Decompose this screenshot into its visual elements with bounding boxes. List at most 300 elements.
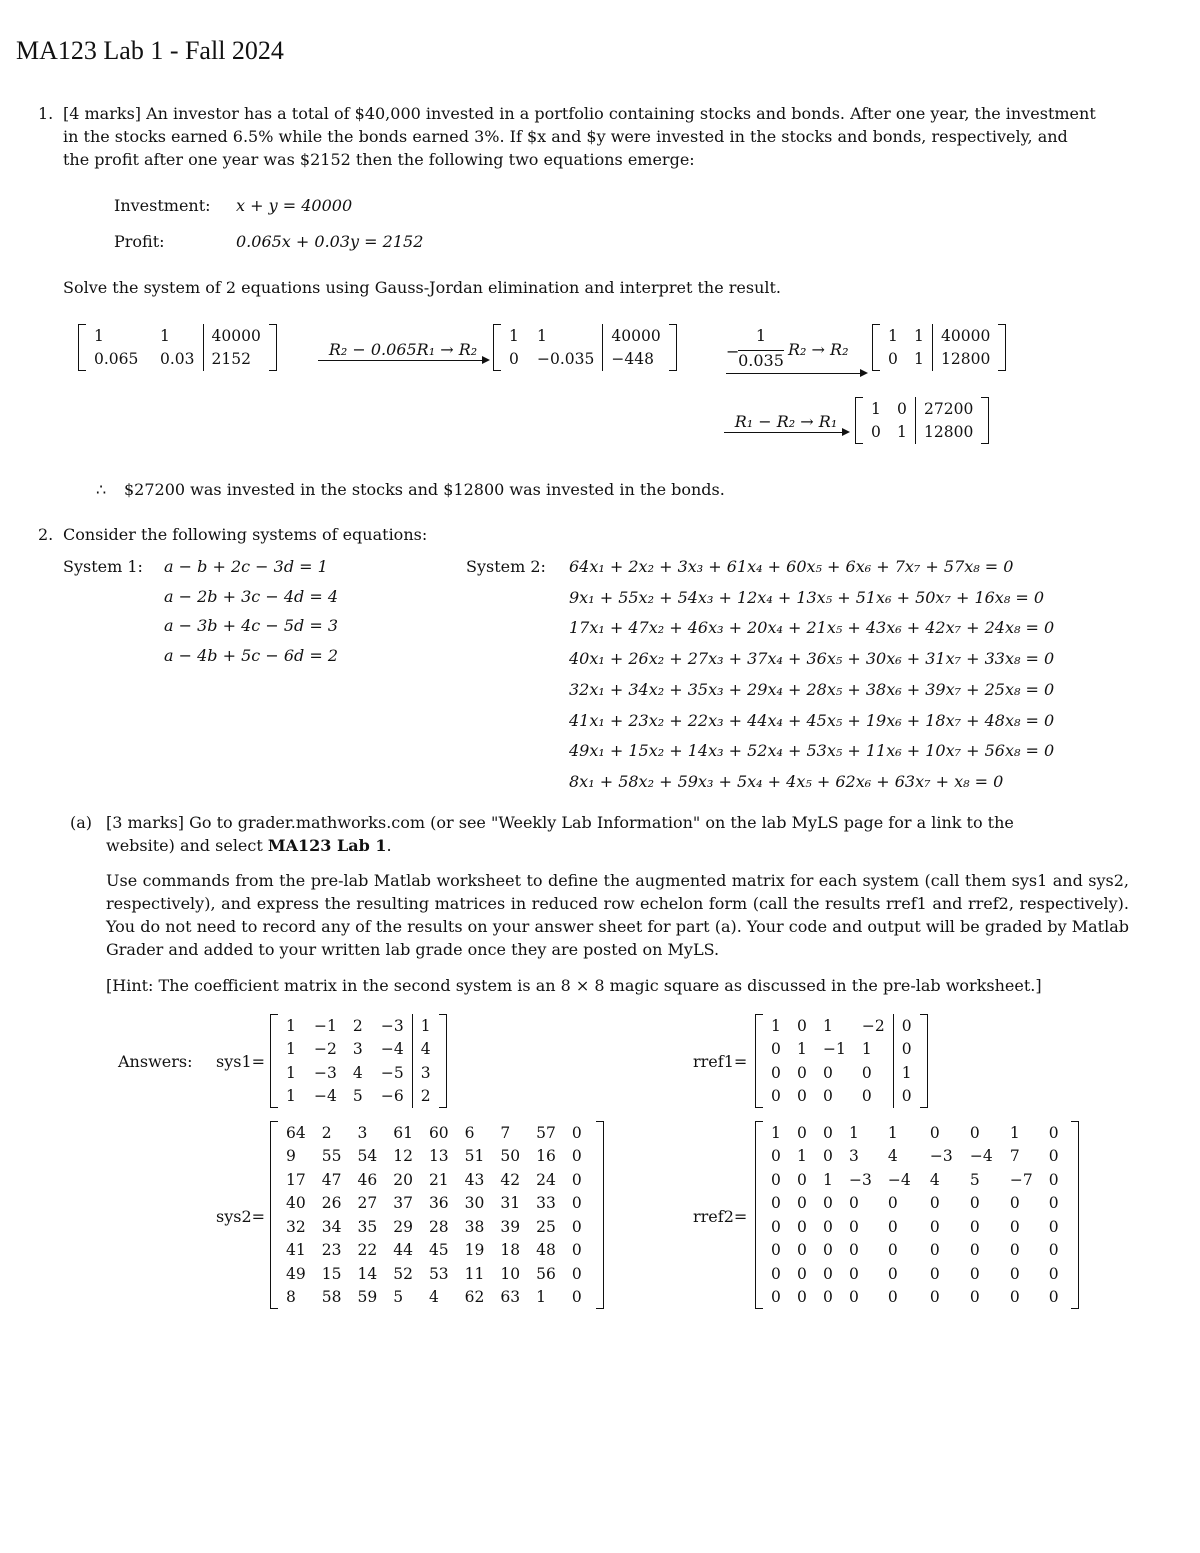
matrix-cell: 46 bbox=[357, 1170, 378, 1189]
system2-equation-7: 49x₁ + 15x₂ + 14x₃ + 52x₄ + 53x₅ + 11x₆ + 10x₇ + 56x₈ = 0 bbox=[569, 741, 1055, 761]
part-a-text bbox=[106, 811, 1129, 857]
matrix-cell: 1 bbox=[888, 326, 898, 345]
matrix-cell: 27200 bbox=[916, 397, 982, 421]
matrix-cell: 0.03 bbox=[160, 350, 195, 369]
matrix-cell: 39 bbox=[500, 1217, 521, 1236]
matrix-cell: −5 bbox=[380, 1063, 404, 1082]
matrix-cell: 1 bbox=[537, 326, 547, 345]
system2-equation-1: 64x₁ + 2x₂ + 3x₃ + 61x₄ + 60x₅ + 6x₆ + 7x₇ + 57x₈ = 0 bbox=[569, 557, 1014, 576]
matrix-cell: 12800 bbox=[933, 348, 999, 372]
matrix-cell: 1 bbox=[887, 1123, 898, 1142]
matrix-cell: 51 bbox=[464, 1147, 485, 1166]
matrix-cell: 0 bbox=[797, 1123, 807, 1142]
matrix-cell: 7 bbox=[1009, 1147, 1020, 1166]
matrix-cell: 0 bbox=[929, 1288, 940, 1307]
profit-equation: 0.065x + 0.03y = 2152 bbox=[236, 232, 424, 251]
matrix-cell: 5 bbox=[969, 1170, 980, 1189]
matrix-cell: 1 bbox=[797, 1040, 807, 1059]
q1-text-line2: in the stocks earned 6.5% while the bonds earned 3%. If $x and $y were invested in the stocks and bonds, respectively, and bbox=[63, 127, 1068, 146]
matrix-cell: 4 bbox=[887, 1147, 898, 1166]
matrix-cell: −3 bbox=[849, 1170, 872, 1189]
matrix-cell: 4 bbox=[428, 1288, 439, 1307]
matrix-cell: 29 bbox=[393, 1217, 413, 1236]
matrix-cell: 2 bbox=[321, 1123, 332, 1142]
rref2-name: rref2= bbox=[693, 1207, 748, 1226]
matrix-cell: 0 bbox=[929, 1123, 940, 1142]
matrix-cell: 0 bbox=[823, 1288, 833, 1307]
system1-equation-1: a − b + 2c − 3d = 1 bbox=[164, 557, 328, 576]
matrix-cell: 1 bbox=[286, 1016, 296, 1035]
matrix-cell: 1 bbox=[286, 1063, 296, 1082]
matrix-cell: 0 bbox=[571, 1194, 582, 1213]
matrix-cell: 28 bbox=[428, 1217, 449, 1236]
q1-text bbox=[63, 102, 1129, 171]
matrix-row bbox=[763, 1061, 920, 1085]
matrix-cell: 8 bbox=[286, 1288, 296, 1307]
matrix-cell: 0 bbox=[1048, 1241, 1059, 1260]
matrix-cell: 0 bbox=[797, 1194, 807, 1213]
matrix-cell: 0 bbox=[823, 1063, 833, 1082]
matrix-cell: 26 bbox=[321, 1194, 342, 1213]
matrix-cell: 60 bbox=[428, 1123, 449, 1142]
matrix-cell: 3 bbox=[849, 1147, 859, 1166]
system2-equation-5: 32x₁ + 34x₂ + 35x₃ + 29x₄ + 28x₅ + 38x₆ + 39x₇ + 25x₈ = 0 bbox=[569, 679, 1055, 699]
matrix-row bbox=[763, 1239, 1071, 1263]
matrix-cell: 0 bbox=[1048, 1147, 1059, 1166]
matrix-cell: 62 bbox=[464, 1288, 485, 1307]
matrix-cell: 1 bbox=[897, 423, 907, 442]
matrix-cell: −0.035 bbox=[537, 350, 595, 369]
matrix-cell: −2 bbox=[314, 1040, 337, 1059]
matrix-cell: 0 bbox=[823, 1087, 833, 1106]
system2-equation-3: 17x₁ + 47x₂ + 46x₃ + 20x₄ + 21x₅ + 43x₆ + 42x₇ + 24x₈ = 0 bbox=[569, 618, 1055, 638]
matrix-row bbox=[863, 421, 981, 445]
part-a-instructions: Use commands from the pre-lab Matlab worksheet to define the augmented matrix for each system (call them sys1 and sys2, respectively), and express the resulting matrices in reduced row echelon form (call the results rref1 and rref2, respectively). You do not need to record any of the results on your answer sheet for part (a). Your code and output will be graded by Matlab Grader and added to your written lab grade once they are posted on MyLS. bbox=[106, 871, 1129, 959]
row-op-3-label: R₁ − R₂ → R₁ bbox=[734, 412, 838, 431]
matrix-cell: 0 bbox=[1009, 1241, 1020, 1260]
matrix-cell: 0 bbox=[849, 1264, 859, 1283]
matrix-cell: 15 bbox=[321, 1264, 342, 1283]
matrix-cell: 0 bbox=[969, 1241, 980, 1260]
matrix-cell: 0 bbox=[823, 1217, 833, 1236]
matrix-row bbox=[278, 1061, 439, 1085]
matrix-cell: 0 bbox=[771, 1040, 781, 1059]
matrix-cell: −2 bbox=[861, 1016, 885, 1035]
matrix-cell: 16 bbox=[536, 1147, 556, 1166]
solve-instruction: Solve the system of 2 equations using Gauss-Jordan elimination and interpret the result. bbox=[63, 278, 782, 297]
matrix-cell: 0 bbox=[797, 1288, 807, 1307]
matrix-cell: 44 bbox=[393, 1241, 413, 1260]
matrix-cell: 0 bbox=[797, 1217, 807, 1236]
matrix-cell: 13 bbox=[428, 1147, 449, 1166]
row-op-2 bbox=[726, 324, 866, 374]
matrix-cell: 1 bbox=[509, 326, 519, 345]
matrix-cell: 0 bbox=[969, 1194, 980, 1213]
part-a-line1: Go to grader.mathworks.com (or see "Weekly Lab Information" on the lab MyLS page for a link to the bbox=[189, 813, 1014, 832]
matrix-cell: −1 bbox=[823, 1040, 846, 1059]
matrix-cell: 1 bbox=[286, 1087, 296, 1106]
matrix-row bbox=[763, 1145, 1071, 1169]
matrix-cell: 0 bbox=[823, 1147, 833, 1166]
matrix-cell: 3 bbox=[352, 1040, 363, 1059]
q1-text-line1: An investor has a total of $40,000 invested in a portfolio containing stocks and bonds. After one year, the investment bbox=[146, 104, 1096, 123]
matrix-cell: 1 bbox=[797, 1147, 807, 1166]
matrix-row bbox=[86, 348, 269, 372]
matrix-row bbox=[278, 1121, 596, 1145]
answers-label: Answers: bbox=[118, 1052, 193, 1071]
system2-equation-4: 40x₁ + 26x₂ + 27x₃ + 37x₄ + 36x₅ + 30x₆ + 31x₇ + 33x₈ = 0 bbox=[569, 649, 1055, 669]
matrix-cell: 1 bbox=[160, 326, 170, 345]
matrix-cell: 0 bbox=[571, 1123, 582, 1142]
matrix-cell: 0 bbox=[871, 423, 881, 442]
matrix-cell: 14 bbox=[357, 1264, 378, 1283]
matrix-cell: 37 bbox=[393, 1194, 413, 1213]
q2-number: 2. bbox=[38, 525, 54, 544]
matrix-cell: 1 bbox=[771, 1123, 781, 1142]
matrix-cell: 0 bbox=[969, 1288, 980, 1307]
matrix-cell: −3 bbox=[314, 1063, 337, 1082]
matrix-row bbox=[278, 1239, 596, 1263]
matrix-cell: 0 bbox=[771, 1194, 781, 1213]
matrix-cell: 0 bbox=[929, 1264, 940, 1283]
system2-label: System 2: bbox=[466, 557, 546, 576]
matrix-cell: 40000 bbox=[203, 324, 269, 348]
matrix-cell: 0 bbox=[571, 1147, 582, 1166]
matrix-cell: 22 bbox=[357, 1241, 378, 1260]
matrix-cell: 56 bbox=[536, 1264, 556, 1283]
matrix-cell: 0 bbox=[771, 1264, 781, 1283]
matrix-cell: 40000 bbox=[933, 324, 999, 348]
matrix-cell: 0 bbox=[771, 1170, 781, 1189]
system2-equation-6: 41x₁ + 23x₂ + 22x₃ + 44x₄ + 45x₅ + 19x₆ + 18x₇ + 48x₈ = 0 bbox=[569, 710, 1055, 730]
matrix-cell: 1 bbox=[286, 1040, 296, 1059]
matrix-cell: 0 bbox=[797, 1063, 807, 1082]
matrix-step1 bbox=[493, 324, 677, 371]
matrix-cell: 1 bbox=[771, 1016, 781, 1035]
matrix-cell: −6 bbox=[380, 1087, 404, 1106]
matrix-row bbox=[278, 1286, 596, 1310]
matrix-cell: 30 bbox=[464, 1194, 485, 1213]
matrix-cell: 0 bbox=[823, 1123, 833, 1142]
investment-label: Investment: bbox=[114, 196, 211, 215]
matrix-final bbox=[855, 397, 989, 444]
matrix-cell: 18 bbox=[500, 1241, 521, 1260]
matrix-cell: 0 bbox=[771, 1217, 781, 1236]
matrix-cell: 0 bbox=[969, 1264, 980, 1283]
matrix-cell: 0 bbox=[823, 1241, 833, 1260]
row-op-2-denominator: 0.035 bbox=[738, 351, 784, 370]
matrix-cell: 6 bbox=[464, 1123, 475, 1142]
matrix-cell: 0 bbox=[1048, 1288, 1059, 1307]
row-op-2-minus: − bbox=[726, 342, 740, 361]
matrix-cell: 61 bbox=[393, 1123, 413, 1142]
matrix-cell: 0 bbox=[929, 1217, 940, 1236]
matrix-cell: 2 bbox=[412, 1085, 439, 1109]
matrix-cell: 53 bbox=[428, 1264, 449, 1283]
matrix-cell: 57 bbox=[536, 1123, 556, 1142]
sys2-matrix bbox=[270, 1121, 604, 1309]
matrix-cell: 48 bbox=[536, 1241, 556, 1260]
matrix-cell: −4 bbox=[314, 1087, 337, 1106]
matrix-row bbox=[278, 1262, 596, 1286]
matrix-row bbox=[501, 348, 669, 372]
row-op-1 bbox=[318, 340, 488, 361]
matrix-row bbox=[763, 1286, 1071, 1310]
matrix-cell: 0 bbox=[849, 1241, 859, 1260]
matrix-cell: 0 bbox=[797, 1016, 807, 1035]
matrix-cell: 1 bbox=[412, 1014, 439, 1038]
matrix-cell: 1 bbox=[893, 1061, 920, 1085]
matrix-cell: 7 bbox=[500, 1123, 511, 1142]
matrix-cell: 17 bbox=[286, 1170, 306, 1189]
row-op-1-label: R₂ − 0.065R₁ → R₂ bbox=[328, 340, 478, 359]
matrix-cell: 43 bbox=[464, 1170, 485, 1189]
matrix-cell: −3 bbox=[929, 1147, 953, 1166]
rref1-name: rref1= bbox=[693, 1052, 748, 1071]
matrix-cell: 63 bbox=[500, 1288, 521, 1307]
matrix-cell: 0 bbox=[797, 1087, 807, 1106]
matrix-cell: 54 bbox=[357, 1147, 378, 1166]
matrix-row bbox=[278, 1085, 439, 1109]
matrix-cell: 1 bbox=[914, 350, 924, 369]
matrix-cell: −448 bbox=[603, 348, 669, 372]
matrix-cell: −4 bbox=[380, 1040, 404, 1059]
sys1-matrix bbox=[270, 1014, 447, 1108]
matrix-cell: 4 bbox=[412, 1038, 439, 1062]
matrix-cell: 49 bbox=[286, 1264, 306, 1283]
matrix-row bbox=[501, 324, 669, 348]
matrix-cell: 0 bbox=[771, 1087, 781, 1106]
sys1-name: sys1= bbox=[216, 1052, 266, 1071]
matrix-cell: 0 bbox=[1009, 1194, 1020, 1213]
hint: [Hint: The coefficient matrix in the second system is an 8 × 8 magic square as discussed in the pre-lab worksheet.] bbox=[106, 976, 1042, 995]
matrix-cell: 0 bbox=[861, 1063, 872, 1082]
matrix-cell: 0 bbox=[797, 1241, 807, 1260]
q1-text-line3: the profit after one year was $2152 then the following two equations emerge: bbox=[63, 150, 695, 169]
matrix-cell: 0 bbox=[969, 1217, 980, 1236]
matrix-cell: 0 bbox=[888, 350, 898, 369]
matrix-row bbox=[880, 324, 998, 348]
matrix-cell: 5 bbox=[352, 1087, 363, 1106]
matrix-row bbox=[763, 1085, 920, 1109]
matrix-cell: 19 bbox=[464, 1241, 485, 1260]
matrix-row bbox=[763, 1168, 1071, 1192]
matrix-cell: 58 bbox=[321, 1288, 342, 1307]
matrix-cell: 0 bbox=[571, 1288, 582, 1307]
matrix-row bbox=[278, 1168, 596, 1192]
matrix-row bbox=[763, 1121, 1071, 1145]
matrix-cell: 0.065 bbox=[94, 350, 139, 369]
matrix-cell: 0 bbox=[823, 1194, 833, 1213]
matrix-cell: 24 bbox=[536, 1170, 556, 1189]
matrix-cell: 0 bbox=[571, 1170, 582, 1189]
matrix-cell: 0 bbox=[771, 1063, 781, 1082]
matrix-cell: 5 bbox=[393, 1288, 404, 1307]
matrix-cell: 0 bbox=[1009, 1264, 1020, 1283]
matrix-cell: 4 bbox=[929, 1170, 940, 1189]
matrix-cell: 0 bbox=[1009, 1288, 1020, 1307]
matrix-cell: 1 bbox=[823, 1170, 833, 1189]
matrix-row bbox=[763, 1262, 1071, 1286]
matrix-cell: 1 bbox=[1009, 1123, 1020, 1142]
matrix-cell: 0 bbox=[861, 1087, 872, 1106]
matrix-cell: 0 bbox=[893, 1038, 920, 1062]
matrix-cell: 0 bbox=[893, 1014, 920, 1038]
matrix-cell: 47 bbox=[321, 1170, 342, 1189]
investment-equation: x + y = 40000 bbox=[236, 196, 353, 215]
matrix-cell: 52 bbox=[393, 1264, 413, 1283]
matrix-cell: 0 bbox=[797, 1170, 807, 1189]
matrix-cell: 45 bbox=[428, 1241, 449, 1260]
part-a-line2c: . bbox=[386, 836, 392, 855]
matrix-row bbox=[880, 348, 998, 372]
rref2-matrix bbox=[755, 1121, 1079, 1309]
matrix-cell: 23 bbox=[321, 1241, 342, 1260]
matrix-cell: 55 bbox=[321, 1147, 342, 1166]
part-a-label: (a) bbox=[70, 813, 93, 832]
matrix-cell: 1 bbox=[849, 1123, 859, 1142]
matrix-cell: 0 bbox=[887, 1264, 898, 1283]
matrix-cell: 0 bbox=[893, 1085, 920, 1109]
matrix-cell: 31 bbox=[500, 1194, 521, 1213]
matrix-cell: 0 bbox=[1048, 1217, 1059, 1236]
matrix-cell: 3 bbox=[357, 1123, 368, 1142]
q1-number: 1. bbox=[38, 104, 54, 123]
matrix-cell: 12 bbox=[393, 1147, 413, 1166]
matrix-row bbox=[763, 1014, 920, 1038]
matrix-cell: 1 bbox=[94, 326, 104, 345]
matrix-cell: 3 bbox=[412, 1061, 439, 1085]
matrix-cell: 1 bbox=[823, 1016, 833, 1035]
matrix-cell: 42 bbox=[500, 1170, 521, 1189]
matrix-cell: 34 bbox=[321, 1217, 342, 1236]
system1-equation-4: a − 4b + 5c − 6d = 2 bbox=[164, 646, 339, 666]
matrix-cell: 0 bbox=[887, 1241, 898, 1260]
therefore-symbol: ∴ bbox=[96, 480, 107, 499]
matrix-cell: 0 bbox=[929, 1194, 940, 1213]
matrix-cell: 21 bbox=[428, 1170, 449, 1189]
matrix-cell: 0 bbox=[1048, 1264, 1059, 1283]
matrix-cell: 1 bbox=[871, 399, 881, 418]
matrix-cell: 0 bbox=[571, 1264, 582, 1283]
matrix-cell: 64 bbox=[286, 1123, 306, 1142]
matrix-row bbox=[863, 397, 981, 421]
matrix-cell: 0 bbox=[849, 1288, 859, 1307]
matrix-row bbox=[763, 1192, 1071, 1216]
matrix-cell: 1 bbox=[861, 1040, 872, 1059]
matrix-step2 bbox=[872, 324, 1006, 371]
matrix-cell: 33 bbox=[536, 1194, 556, 1213]
system1-equation-2: a − 2b + 3c − 4d = 4 bbox=[164, 586, 339, 606]
matrix-cell: −4 bbox=[969, 1147, 993, 1166]
matrix-cell: 25 bbox=[536, 1217, 556, 1236]
matrix-cell: 20 bbox=[393, 1170, 413, 1189]
matrix-cell: 0 bbox=[887, 1217, 898, 1236]
matrix-cell: 1 bbox=[914, 326, 924, 345]
matrix-cell: 0 bbox=[571, 1241, 582, 1260]
matrix-cell: −7 bbox=[1009, 1170, 1033, 1189]
row-op-2-label: R₂ → R₂ bbox=[788, 340, 849, 359]
system2-equation-2: 9x₁ + 55x₂ + 54x₃ + 12x₄ + 13x₅ + 51x₆ + 50x₇ + 16x₈ = 0 bbox=[569, 587, 1044, 607]
matrix-cell: 2152 bbox=[203, 348, 269, 372]
matrix-cell: 0 bbox=[1009, 1217, 1020, 1236]
matrix-cell: 38 bbox=[464, 1217, 485, 1236]
matrix-cell: 40000 bbox=[603, 324, 669, 348]
matrix-cell: 0 bbox=[509, 350, 519, 369]
matrix-cell: 0 bbox=[1048, 1123, 1059, 1142]
part-a-line2a: website) and select bbox=[106, 836, 268, 855]
matrix-cell: 4 bbox=[352, 1063, 363, 1082]
row-op-3 bbox=[724, 412, 848, 433]
q1-marks: [4 marks] bbox=[63, 104, 142, 123]
matrix-cell: 12800 bbox=[916, 421, 982, 445]
matrix-cell: 1 bbox=[536, 1288, 547, 1307]
matrix-cell: 40 bbox=[286, 1194, 306, 1213]
matrix-row bbox=[278, 1192, 596, 1216]
matrix-cell: −3 bbox=[380, 1016, 404, 1035]
matrix-cell: 0 bbox=[897, 399, 907, 418]
matrix-row bbox=[278, 1215, 596, 1239]
matrix-cell: 36 bbox=[428, 1194, 449, 1213]
matrix-row bbox=[278, 1145, 596, 1169]
system2-equation-8: 8x₁ + 58x₂ + 59x₃ + 5x₄ + 4x₅ + 62x₆ + 63x₇ + x₈ = 0 bbox=[569, 771, 1004, 791]
system1-equation-3: a − 3b + 4c − 5d = 3 bbox=[164, 616, 339, 636]
matrix-row bbox=[86, 324, 269, 348]
matrix-cell: 0 bbox=[929, 1241, 940, 1260]
matrix-cell: 59 bbox=[357, 1288, 378, 1307]
lab-name: MA123 Lab 1 bbox=[267, 836, 387, 855]
matrix-row bbox=[278, 1014, 439, 1038]
matrix-cell: 11 bbox=[464, 1264, 485, 1283]
rref1-matrix bbox=[755, 1014, 928, 1108]
page-title: MA123 Lab 1 - Fall 2024 bbox=[16, 36, 284, 65]
matrix-cell: 0 bbox=[771, 1147, 781, 1166]
matrix-cell: 10 bbox=[500, 1264, 521, 1283]
matrix-row bbox=[763, 1038, 920, 1062]
matrix-cell: −1 bbox=[314, 1016, 337, 1035]
matrix-cell: 0 bbox=[969, 1123, 980, 1142]
matrix-cell: 27 bbox=[357, 1194, 378, 1213]
matrix-cell: 32 bbox=[286, 1217, 306, 1236]
matrix-cell: 0 bbox=[849, 1217, 859, 1236]
system1-label: System 1: bbox=[63, 557, 143, 576]
matrix-cell: 0 bbox=[1048, 1170, 1059, 1189]
matrix-cell: 0 bbox=[771, 1288, 781, 1307]
matrix-cell: 41 bbox=[286, 1241, 306, 1260]
matrix-cell: 9 bbox=[286, 1147, 296, 1166]
matrix-cell: 0 bbox=[887, 1194, 898, 1213]
matrix-cell: 0 bbox=[823, 1264, 833, 1283]
row-op-2-numerator: 1 bbox=[755, 326, 767, 345]
q1-conclusion: $27200 was invested in the stocks and $12800 was invested in the bonds. bbox=[124, 480, 725, 499]
matrix-cell: 35 bbox=[357, 1217, 378, 1236]
matrix-row bbox=[763, 1215, 1071, 1239]
matrix-cell: 0 bbox=[571, 1217, 582, 1236]
matrix-cell: 0 bbox=[887, 1288, 898, 1307]
matrix-row bbox=[278, 1038, 439, 1062]
matrix-cell: −4 bbox=[887, 1170, 911, 1189]
matrix-cell: 0 bbox=[771, 1241, 781, 1260]
matrix-cell: 0 bbox=[849, 1194, 859, 1213]
profit-label: Profit: bbox=[114, 232, 165, 251]
sys2-name: sys2= bbox=[216, 1207, 266, 1226]
matrix-cell: 0 bbox=[797, 1264, 807, 1283]
matrix-initial bbox=[78, 324, 277, 371]
matrix-cell: 0 bbox=[1048, 1194, 1059, 1213]
matrix-cell: 2 bbox=[352, 1016, 363, 1035]
part-a-marks: [3 marks] bbox=[106, 813, 185, 832]
matrix-cell: 50 bbox=[500, 1147, 521, 1166]
